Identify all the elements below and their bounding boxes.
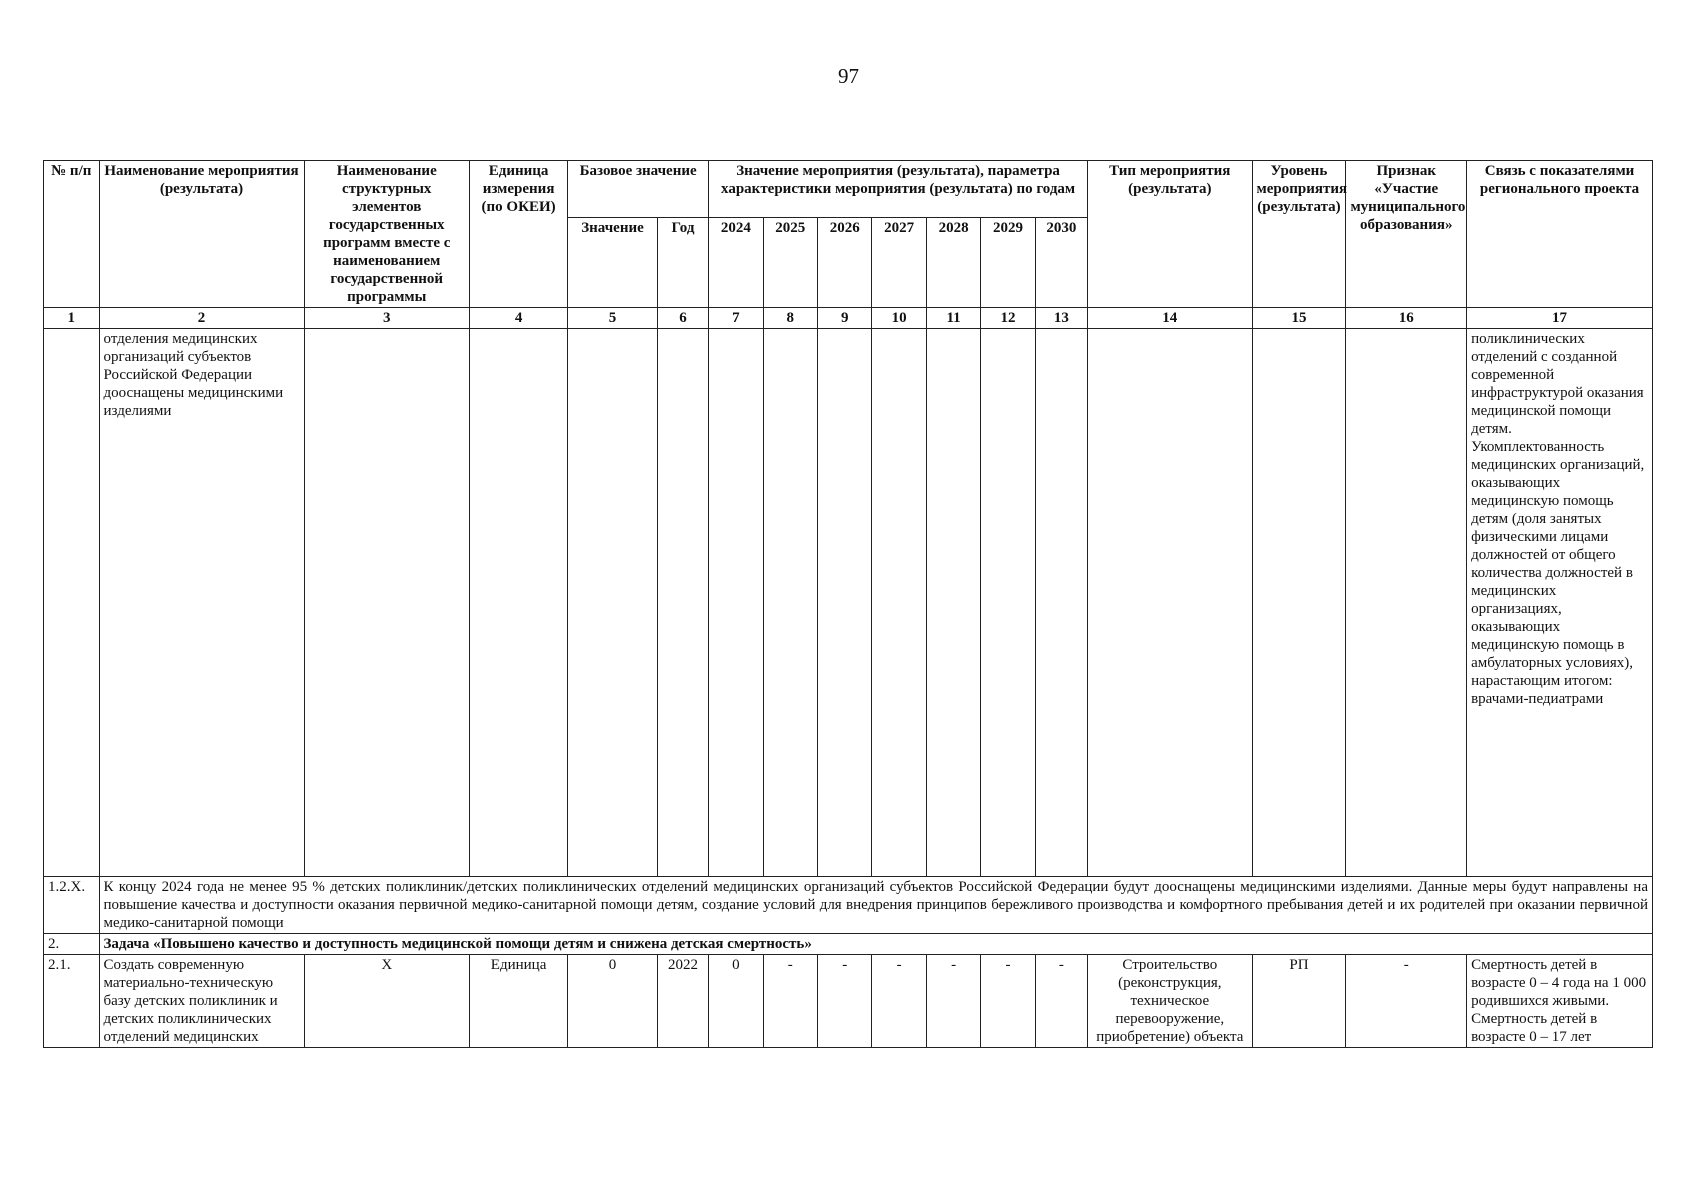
measure-name-continued: отделения медицинских организаций субъектов Российской Федерации дооснащены медицинскими изделиями (99, 329, 304, 877)
header-year-2027: 2027 (872, 217, 926, 307)
column-number: 9 (817, 308, 871, 329)
column-number: 8 (763, 308, 817, 329)
column-number: 17 (1467, 308, 1653, 329)
column-numbers-row (44, 308, 1653, 329)
header-number: № п/п (44, 161, 100, 308)
header-base-year: Год (657, 217, 708, 307)
column-number: 16 (1346, 308, 1467, 329)
header-year-2028: 2028 (926, 217, 980, 307)
column-number: 3 (304, 308, 469, 329)
header-structural-elements: Наименование структурных элементов государственных программ вместе с наименованием государственной программы (304, 161, 469, 308)
header-year-2025: 2025 (763, 217, 817, 307)
page-number: 97 (838, 64, 859, 88)
row-number: 1.2.X. (44, 877, 100, 934)
column-number: 2 (99, 308, 304, 329)
column-number: 10 (872, 308, 926, 329)
column-number: 7 (709, 308, 763, 329)
header-municipal-flag: Признак «Участие муниципального образования» (1346, 161, 1467, 308)
header-measure-level: Уровень мероприятия (результата) (1252, 161, 1346, 308)
column-number: 15 (1252, 308, 1346, 329)
header-year-2026: 2026 (817, 217, 871, 307)
table-row (44, 955, 1653, 1048)
row-number: 2.1. (44, 955, 100, 1048)
unit-value: Единица (469, 955, 567, 1048)
column-number: 14 (1088, 308, 1252, 329)
table-row (44, 329, 1653, 877)
header-measure-type: Тип мероприятия (результата) (1088, 161, 1252, 308)
column-number: 1 (44, 308, 100, 329)
measure-level: РП (1252, 955, 1346, 1048)
program-element: Х (304, 955, 469, 1048)
table-row (44, 877, 1653, 934)
header-base-value-group: Базовое значение (568, 161, 709, 218)
value-2027: - (872, 955, 926, 1048)
base-year: 2022 (657, 955, 708, 1048)
measures-table (43, 160, 1653, 1048)
base-value: 0 (568, 955, 658, 1048)
table-row (44, 934, 1653, 955)
measure-name: Создать современную материально-техническую базу детских поликлиник и детских поликлинических отделений медицинских (99, 955, 304, 1048)
column-number: 13 (1035, 308, 1087, 329)
value-2028: - (926, 955, 980, 1048)
value-2030: - (1035, 955, 1087, 1048)
header-project-link: Связь с показателями регионального проекта (1467, 161, 1653, 308)
header-year-2024: 2024 (709, 217, 763, 307)
row-number: 2. (44, 934, 100, 955)
column-number: 6 (657, 308, 708, 329)
header-base-value: Значение (568, 217, 658, 307)
result-description: К концу 2024 года не менее 95 % детских поликлиник/детских поликлинических отделений медицинских организаций субъектов Российской Федерации будут дооснащены медицинскими изделиями. Данные меры будут направлены на повышение качества и доступности оказания первичной медико-санитарной помощи детям, создание условий для внедрения принципов бережливого производства и комфортного пребывания детей и их родителей при оказании первичной медико-санитарной помощи (99, 877, 1652, 934)
task-title: Задача «Повышено качество и доступность медицинской помощи детям и снижена детская смертность» (99, 934, 1652, 955)
header-year-2030: 2030 (1035, 217, 1087, 307)
value-2029: - (981, 955, 1035, 1048)
project-link: Смертность детей в возрасте 0 – 4 года на 1 000 родившихся живыми. Смертность детей в возрасте 0 – 17 лет (1467, 955, 1653, 1048)
column-number: 4 (469, 308, 567, 329)
column-number: 5 (568, 308, 658, 329)
value-2025: - (763, 955, 817, 1048)
measure-type: Строительство (реконструкция, техническое перевооружение, приобретение) объекта (1088, 955, 1252, 1048)
column-number: 12 (981, 308, 1035, 329)
header-unit: Единица измерения (по ОКЕИ) (469, 161, 567, 308)
value-2026: - (817, 955, 871, 1048)
municipal-flag: - (1346, 955, 1467, 1048)
column-number: 11 (926, 308, 980, 329)
header-year-2029: 2029 (981, 217, 1035, 307)
header-values-by-year: Значение мероприятия (результата), параметра характеристики мероприятия (результата) по годам (709, 161, 1088, 218)
project-link-continued: поликлинических отделений с созданной современной инфраструктурой оказания медицинской помощи детям. Укомплектованность медицинских организаций, оказывающих медицинскую помощь детям (доля занятых физическими лицами должностей от общего количества должностей в медицинских организациях, оказывающих медицинскую помощь в амбулаторных условиях), нарастающим итогом: врачами-педиатрами (1467, 329, 1653, 877)
value-2024: 0 (709, 955, 763, 1048)
header-measure-name: Наименование мероприятия (результата) (99, 161, 304, 308)
